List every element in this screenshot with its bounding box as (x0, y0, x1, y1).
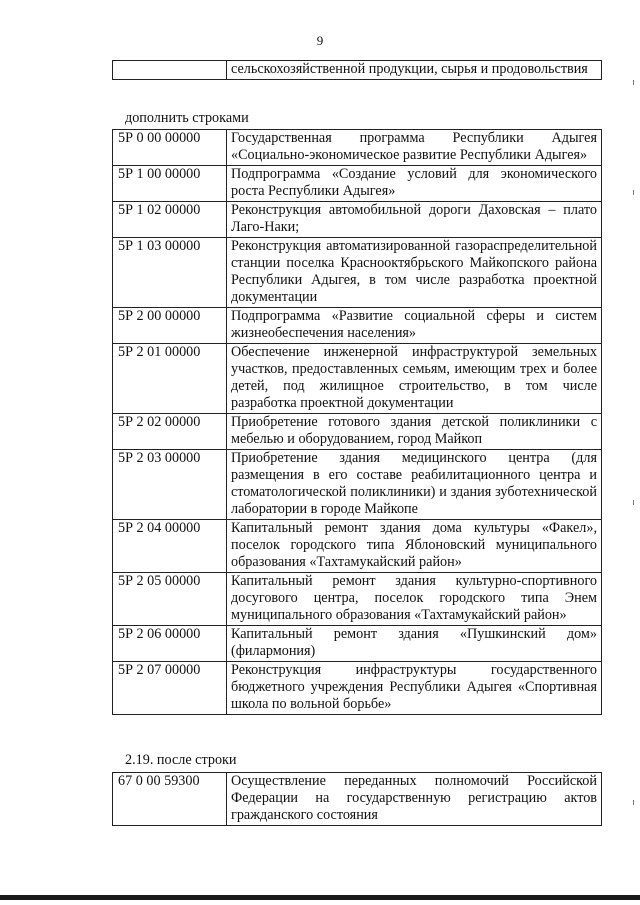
row-description: Капитальный ремонт здания культурно-спортивного досугового центра, поселок городского типа Энем муниципального образования «Тахтамукайский район» (227, 573, 602, 626)
row-code: 5Р 0 00 00000 (113, 130, 227, 166)
row-code (113, 61, 227, 80)
row-code: 5Р 2 01 00000 (113, 344, 227, 414)
row-description: Реконструкция автомобильной дороги Даховская – плато Лаго-Наки; (227, 202, 602, 238)
page-number: 9 (316, 33, 324, 48)
scan-edge-mark (633, 500, 634, 505)
table-row (113, 308, 602, 344)
table-added-body (113, 130, 602, 715)
scan-edge-mark (633, 190, 634, 195)
row-code: 5Р 1 02 00000 (113, 202, 227, 238)
table-row (113, 414, 602, 450)
caption-add-rows: дополнить строками (125, 110, 249, 126)
table-row (113, 662, 602, 715)
row-code: 5Р 2 03 00000 (113, 450, 227, 520)
row-description: Реконструкция автоматизированной газораспределительной станции поселка Краснооктябрьского Майкопского района Республики Адыгея, в том числе разработка проектной документации (227, 238, 602, 308)
scan-edge-mark (633, 80, 634, 85)
table-row (113, 238, 602, 308)
row-code: 5Р 2 06 00000 (113, 626, 227, 662)
table-row (113, 344, 602, 414)
row-code: 5Р 2 00 00000 (113, 308, 227, 344)
table-top-body (113, 61, 602, 80)
table-row (113, 202, 602, 238)
row-code: 67 0 00 59300 (113, 773, 227, 826)
row-description: Капитальный ремонт здания «Пушкинский дом» (филармония) (227, 626, 602, 662)
row-description: Подпрограмма «Создание условий для экономического роста Республики Адыгея» (227, 166, 602, 202)
table-row (113, 61, 602, 80)
table-row (113, 626, 602, 662)
row-description: Подпрограмма «Развитие социальной сферы и систем жизнеобеспечения населения» (227, 308, 602, 344)
caption-after-row: 2.19. после строки (125, 752, 237, 768)
row-description: Приобретение здания медицинского центра (для размещения в его составе реабилитационного центра и стоматологической поликлиники) и здания зуботехнической лаборатории в городе Майкопе (227, 450, 602, 520)
table-row (113, 773, 602, 826)
row-description: Осуществление переданных полномочий Российской Федерации на государственную регистрацию актов гражданского состояния (227, 773, 602, 826)
row-code: 5Р 2 07 00000 (113, 662, 227, 715)
row-code: 5Р 1 00 00000 (113, 166, 227, 202)
table-added-rows (112, 129, 602, 715)
table-row (113, 520, 602, 573)
row-description: Приобретение готового здания детской поликлиники с мебелью и оборудованием, город Майкоп (227, 414, 602, 450)
row-code: 5Р 2 04 00000 (113, 520, 227, 573)
table-row (113, 130, 602, 166)
table-row (113, 573, 602, 626)
table-row (113, 166, 602, 202)
row-code: 5Р 2 05 00000 (113, 573, 227, 626)
row-description: Государственная программа Республики Адыгея «Социально-экономическое развитие Республики Адыгея» (227, 130, 602, 166)
row-description: сельскохозяйственной продукции, сырья и продовольствия (227, 61, 602, 80)
row-description: Реконструкция инфраструктуры государственного бюджетного учреждения Республики Адыгея «Спортивная школа по вольной борьбе» (227, 662, 602, 715)
table-after-row (112, 772, 602, 826)
scan-edge-mark (633, 800, 634, 805)
row-code: 5Р 1 03 00000 (113, 238, 227, 308)
row-description: Обеспечение инженерной инфраструктурой земельных участков, предоставленных семьям, имеющим трех и более детей, под жилищное строительство, в том числе разработка проектной документации (227, 344, 602, 414)
table-top-fragment (112, 60, 602, 80)
row-description: Капитальный ремонт здания дома культуры «Факел», поселок городского типа Яблоновский муниципального образования «Тахтамукайский район» (227, 520, 602, 573)
table-after-body (113, 773, 602, 826)
row-code: 5Р 2 02 00000 (113, 414, 227, 450)
table-row (113, 450, 602, 520)
scan-bottom-edge (0, 895, 640, 900)
